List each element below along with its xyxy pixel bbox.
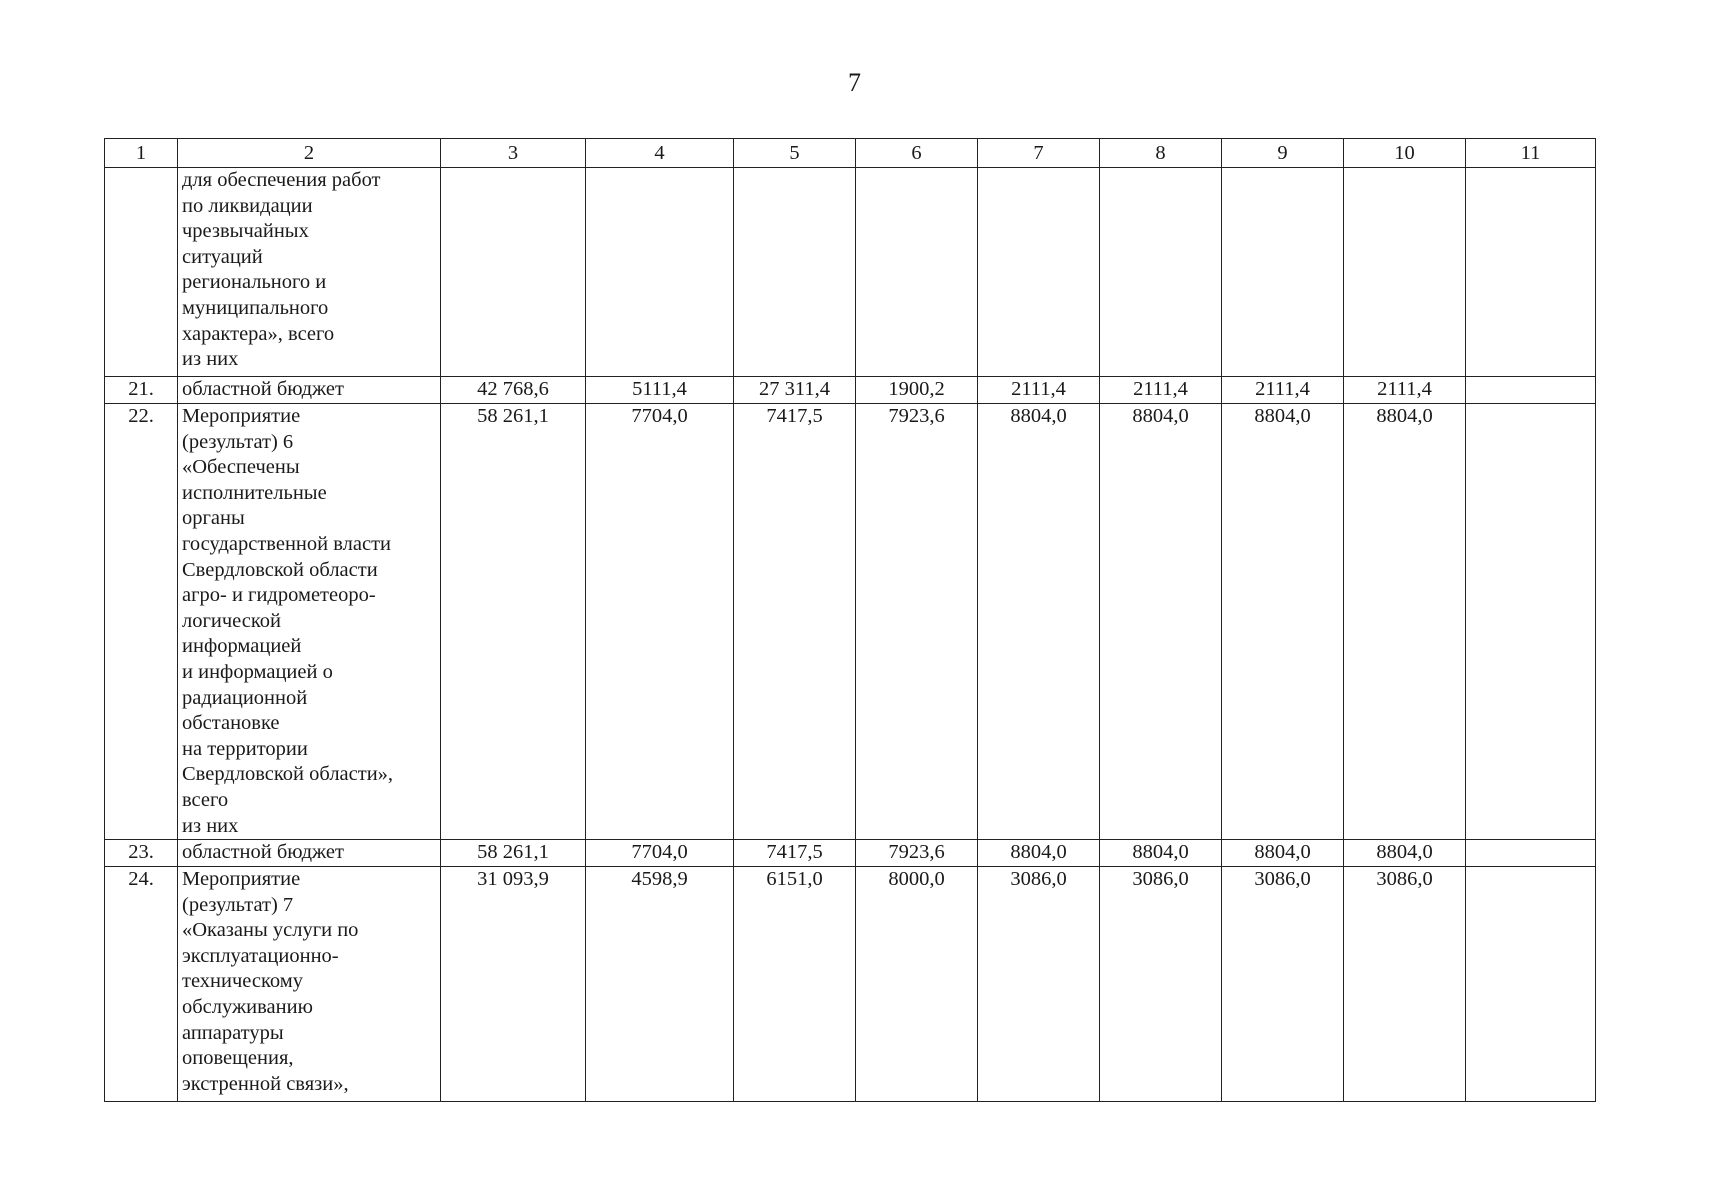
value-cell [1100, 168, 1222, 377]
row-number: 24. [105, 867, 178, 1102]
value-cell: 2111,4 [978, 377, 1100, 404]
value-cell: 8804,0 [1222, 840, 1344, 867]
value-cell [978, 168, 1100, 377]
column-header: 4 [586, 139, 734, 168]
table-row [105, 168, 1596, 377]
value-cell: 27 311,4 [734, 377, 856, 404]
column-header: 10 [1344, 139, 1466, 168]
page-number: 7 [848, 68, 861, 97]
value-cell: 1900,2 [856, 377, 978, 404]
budget-table [104, 138, 1596, 1102]
value-cell: 3086,0 [1344, 867, 1466, 1102]
column-header: 7 [978, 139, 1100, 168]
value-cell: 8804,0 [978, 404, 1100, 840]
value-cell: 58 261,1 [441, 404, 586, 840]
value-cell: 4598,9 [586, 867, 734, 1102]
row-description: для обеспечения работ по ликвидации чрезвычайных ситуаций регионального и муниципального характера», всего из них [178, 168, 441, 377]
value-cell [734, 168, 856, 377]
value-cell: 8804,0 [1100, 404, 1222, 840]
column-number-row [105, 139, 1596, 168]
value-cell [1466, 404, 1596, 840]
value-cell: 7417,5 [734, 404, 856, 840]
value-cell [1466, 168, 1596, 377]
value-cell [1466, 377, 1596, 404]
value-cell: 8804,0 [1344, 404, 1466, 840]
row-number [105, 168, 178, 377]
value-cell: 3086,0 [1222, 867, 1344, 1102]
column-header: 9 [1222, 139, 1344, 168]
column-header: 8 [1100, 139, 1222, 168]
value-cell: 7417,5 [734, 840, 856, 867]
value-cell: 42 768,6 [441, 377, 586, 404]
column-header: 11 [1466, 139, 1596, 168]
column-header: 3 [441, 139, 586, 168]
row-description: Мероприятие (результат) 6 «Обеспечены исполнительные органы государственной власти Свердловской области агро- и гидрометеоро- логической информацией и информацией о радиационной обстановке на территории Свердловской области», всего из них [178, 404, 441, 840]
value-cell [1344, 168, 1466, 377]
table-row [105, 840, 1596, 867]
value-cell [441, 168, 586, 377]
row-description: областной бюджет [178, 840, 441, 867]
value-cell: 3086,0 [978, 867, 1100, 1102]
value-cell [1466, 867, 1596, 1102]
row-description: областной бюджет [178, 377, 441, 404]
table-row [105, 377, 1596, 404]
value-cell: 8804,0 [978, 840, 1100, 867]
value-cell: 3086,0 [1100, 867, 1222, 1102]
value-cell [586, 168, 734, 377]
value-cell [1222, 168, 1344, 377]
table-row [105, 867, 1596, 1102]
value-cell: 8804,0 [1222, 404, 1344, 840]
value-cell: 8804,0 [1100, 840, 1222, 867]
value-cell [1466, 840, 1596, 867]
value-cell: 2111,4 [1344, 377, 1466, 404]
column-header: 6 [856, 139, 978, 168]
row-description: Мероприятие (результат) 7 «Оказаны услуги по эксплуатационно- техническому обслуживанию аппаратуры оповещения, экстренной связи», [178, 867, 441, 1102]
row-number: 23. [105, 840, 178, 867]
value-cell [856, 168, 978, 377]
column-header: 1 [105, 139, 178, 168]
value-cell: 8000,0 [856, 867, 978, 1102]
value-cell: 7704,0 [586, 404, 734, 840]
value-cell: 8804,0 [1344, 840, 1466, 867]
value-cell: 2111,4 [1100, 377, 1222, 404]
column-header: 2 [178, 139, 441, 168]
table-row [105, 404, 1596, 840]
value-cell: 7704,0 [586, 840, 734, 867]
value-cell: 7923,6 [856, 840, 978, 867]
value-cell: 31 093,9 [441, 867, 586, 1102]
row-number: 21. [105, 377, 178, 404]
row-number: 22. [105, 404, 178, 840]
column-header: 5 [734, 139, 856, 168]
value-cell: 2111,4 [1222, 377, 1344, 404]
value-cell: 58 261,1 [441, 840, 586, 867]
value-cell: 5111,4 [586, 377, 734, 404]
value-cell: 7923,6 [856, 404, 978, 840]
value-cell: 6151,0 [734, 867, 856, 1102]
